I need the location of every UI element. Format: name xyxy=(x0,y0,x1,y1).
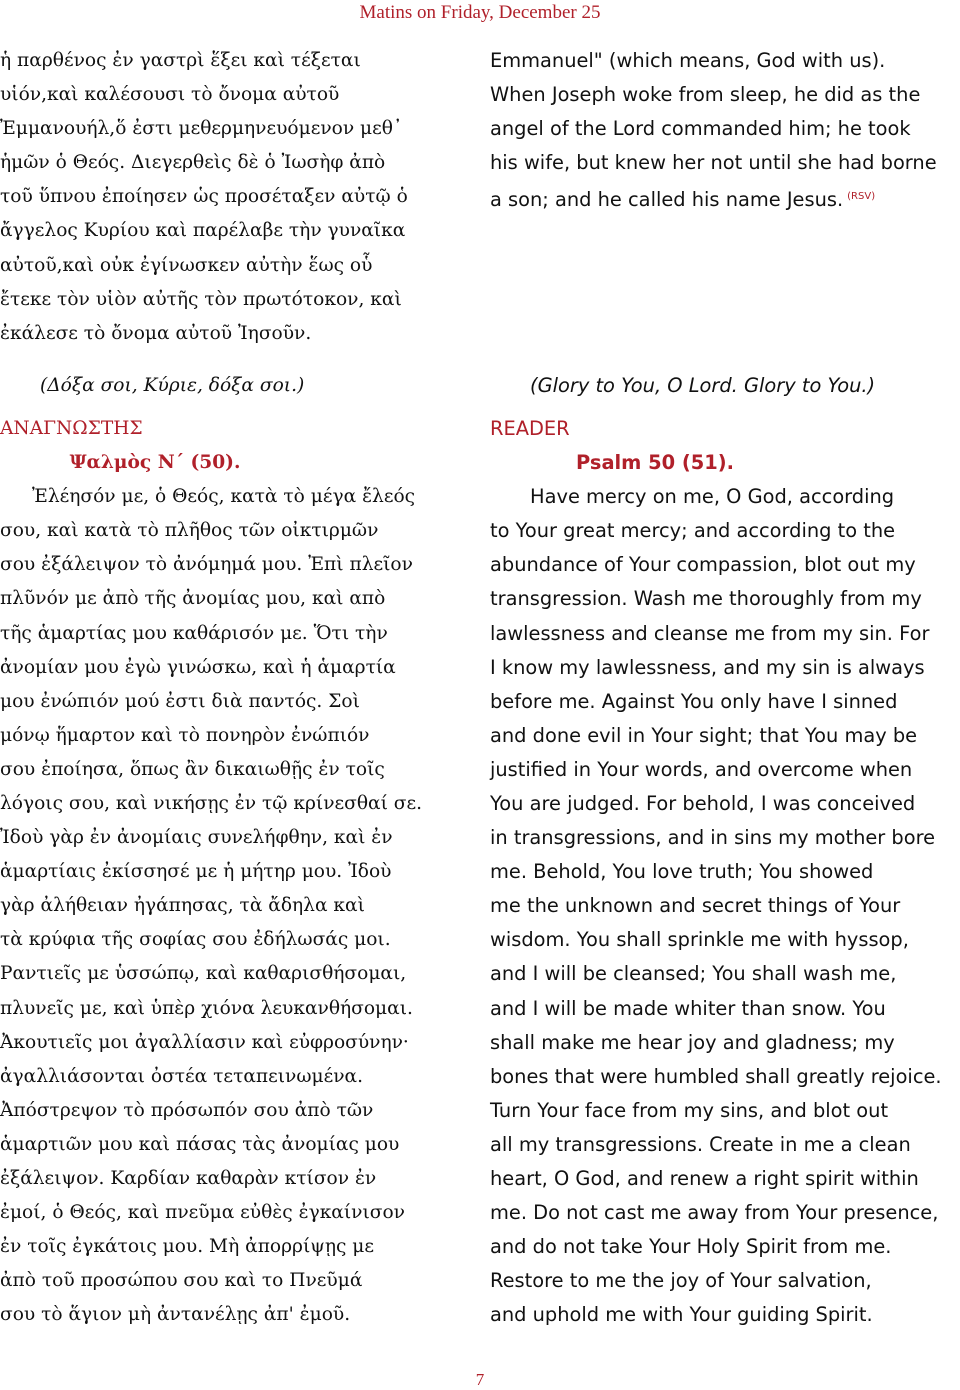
text-line: and done evil in Your sight; that You may be xyxy=(490,723,918,747)
text-line: and uphold me with Your guiding Spirit. xyxy=(490,1303,873,1327)
text-line: me. Do not cast me away from Your presence, xyxy=(490,1201,939,1225)
text-line: Ραντιεῖς με ὑσσώπῳ, καὶ καθαρισθήσομαι, xyxy=(0,963,407,985)
text-line: transgression. Wash me thoroughly from my xyxy=(490,587,922,611)
text-line-content: a son; and he called his name Jesus. xyxy=(490,188,844,212)
text-line: λόγοις σου, καὶ νικήσῃς ἐν τῷ κρίνεσθαί σε. xyxy=(0,792,423,814)
text-line: πλυνεῖς με, καὶ ὑπὲρ χιόνα λευκανθήσομαι. xyxy=(0,997,413,1019)
text-line: σου ἐποίησα, ὅπως ἂν δικαιωθῇς ἐν τοῖς xyxy=(0,758,385,780)
text-line: Ἀπόστρεψον τὸ πρόσωπόν σου ἀπὸ τῶν xyxy=(0,1099,374,1121)
text-line: ἄγγελος Κυρίου καὶ παρέλαβε τὴν γυναῖκα xyxy=(0,220,406,242)
text-line: and I will be cleansed; You shall wash me, xyxy=(490,962,897,986)
text-line: in transgressions, and in sins my mother bore xyxy=(490,826,936,850)
text-line: αὐτοῦ,καὶ οὐκ ἐγίνωσκεν αὐτὴν ἕως οὗ xyxy=(0,254,373,276)
text-line: and do not take Your Holy Spirit from me. xyxy=(490,1235,892,1259)
text-line: heart, O God, and renew a right spirit within xyxy=(490,1167,919,1190)
text-line: You are judged. For behold, I was conceived xyxy=(490,791,916,815)
spacer xyxy=(0,351,470,369)
text-line: γὰρ ἀλήθειαν ἠγάπησας, τὰ ἄδηλα καὶ xyxy=(0,895,365,917)
text-line: When Joseph woke from sleep, he did as the xyxy=(490,83,921,107)
text-line: σου, καὶ κατὰ τὸ πλῆθος τῶν οἰκτιρμῶν xyxy=(0,520,379,542)
text-line: abundance of Your compassion, blot out my xyxy=(490,553,916,577)
text-line: Ἐλέησόν με, ὁ Θεός, κατὰ τὸ μέγα ἔλεός xyxy=(32,486,416,508)
text-line: ἁμαρτίαις ἐκίσσησέ με ἡ μήτηρ μου. Ἰδοὺ xyxy=(0,861,392,883)
empty-line xyxy=(490,214,960,248)
text-line: Restore to me the joy of Your salvation, xyxy=(490,1269,872,1293)
text-line: σου τὸ ἅγιον μὴ ἀντανέλῃς ἀπ' ἐμοῦ. xyxy=(0,1304,351,1326)
text-line xyxy=(490,180,960,214)
text-line: ἡ παρθένος ἐν γαστρὶ ἕξει καὶ τέξεται xyxy=(0,50,361,71)
empty-line xyxy=(490,249,960,283)
greek-reader-heading: ΑΝΑΓΝΩΣΤΗΣ xyxy=(0,417,143,439)
text-line: me the unknown and secret things of Your xyxy=(490,894,901,918)
text-line: σου ἐξάλειψον τὸ ἀνόμημά μου. Ἐπὶ πλεῖον xyxy=(0,554,413,576)
text-line: Have mercy on me, O God, according xyxy=(530,485,895,509)
text-line: bones that were humbled shall greatly rejoice. xyxy=(490,1064,942,1088)
text-line: τῆς ἁμαρτίας μου καθάρισόν με. Ὅτι τὴν xyxy=(0,622,388,644)
english-psalm-title: Psalm 50 (51). xyxy=(576,451,734,475)
text-line: ἀγαλλιάσονται ὀστέα τεταπεινωμένα. xyxy=(0,1065,364,1087)
text-line: and I will be made whiter than snow. You xyxy=(490,996,886,1020)
text-line: μου ἐνώπιόν μού ἐστι διὰ παντός. Σοὶ xyxy=(0,690,360,712)
text-line: Emmanuel" (which means, God with us). xyxy=(490,49,886,72)
english-column xyxy=(490,44,960,1332)
text-line: all my transgressions. Create in me a clean xyxy=(490,1132,911,1156)
text-line: Ἀκουτιεῖς μοι ἀγαλλίασιν καὶ εὐφροσύνην· xyxy=(0,1031,409,1053)
text-line: ἔτεκε τὸν υἱὸν αὐτῆς τὸν πρωτότοκον, καὶ xyxy=(0,288,402,310)
text-line: ἀπὸ τοῦ προσώπου σου καὶ το Πνεῦμά xyxy=(0,1270,363,1292)
text-line: ἐμοί, ὁ Θεός, καὶ πνεῦμα εὐθὲς ἐγκαίνισον xyxy=(0,1202,405,1224)
text-line: to Your great mercy; and according to the xyxy=(490,519,896,543)
text-line: ἁμαρτιῶν μου καὶ πάσας τὰς ἀνομίας μου xyxy=(0,1133,400,1155)
text-line: I know my lawlessness, and my sin is always xyxy=(490,655,925,679)
spacer xyxy=(490,403,960,412)
greek-glory-response: (Δόξα σοι, Κύριε, δόξα σοι.) xyxy=(40,374,305,396)
text-line: his wife, but knew her not until she had borne xyxy=(490,151,937,175)
text-line: ἀνομίαν μου ἐγὼ γινώσκω, καὶ ἡ ἁμαρτία xyxy=(0,656,396,678)
text-line: Turn Your face from my sins, and blot out xyxy=(490,1098,889,1122)
page-header-title: Matins on Friday, December 25 xyxy=(359,2,601,23)
english-reader-heading: READER xyxy=(490,416,570,440)
english-glory-response: (Glory to You, O Lord. Glory to You.) xyxy=(530,373,876,397)
text-line: justified in Your words, and overcome when xyxy=(490,757,913,781)
text-line: shall make me hear joy and gladness; my xyxy=(490,1030,895,1054)
english-gospel-text xyxy=(490,44,960,351)
text-line: Ἐμμανουήλ,ὅ ἐστι μεθερμηνευόμενον μεθ᾿ xyxy=(0,118,403,140)
page-number: 7 xyxy=(475,1370,485,1389)
spacer xyxy=(490,351,960,369)
empty-line xyxy=(490,317,960,351)
text-line: before me. Against You only have I sinned xyxy=(490,689,898,713)
text-line: υἱόν,καὶ καλέσουσι τὸ ὄνομα αὐτοῦ xyxy=(0,84,340,106)
text-line: τὰ κρύφια τῆς σοφίας σου ἐδήλωσάς μοι. xyxy=(0,929,391,951)
text-line: lawlessness and cleanse me from my sin. For xyxy=(490,621,930,645)
text-line: ἡμῶν ὁ Θεός. Διεγερθεὶς δὲ ὁ Ἰωσὴφ ἀπὸ xyxy=(0,152,386,174)
text-line: Ἰδοὺ γὰρ ἐν ἀνομίαις συνελήφθην, καὶ ἐν xyxy=(0,827,393,849)
greek-gospel-text xyxy=(0,44,470,351)
text-line: ἐξάλειψον. Καρδίαν καθαρὰν κτίσον ἐν xyxy=(0,1168,377,1189)
text-line: me. Behold, You love truth; You showed xyxy=(490,860,874,884)
empty-line xyxy=(490,283,960,317)
greek-psalm-title: Ψαλμὸς Ν΄ (50). xyxy=(69,452,241,474)
text-line: angel of the Lord commanded him; he took xyxy=(490,117,911,141)
text-line: wisdom. You shall sprinkle me with hyssop, xyxy=(490,928,909,952)
greek-psalm-text xyxy=(0,480,470,1332)
rsv-citation: (RSV) xyxy=(847,191,876,203)
greek-column xyxy=(0,44,470,1332)
text-line: μόνῳ ἥμαρτον καὶ τὸ πονηρὸν ἐνώπιόν xyxy=(0,724,370,746)
spacer xyxy=(0,403,470,412)
text-line: τοῦ ὕπνου ἐποίησεν ὡς προσέταξεν αὐτῷ ὁ xyxy=(0,186,408,208)
text-line: πλῦνόν με ἀπὸ τῆς ἀνομίας μου, καὶ απὸ xyxy=(0,588,386,610)
text-line: ἐκάλεσε τὸ ὄνομα αὐτοῦ Ἰησοῦν. xyxy=(0,322,312,344)
english-psalm-text xyxy=(490,480,960,1332)
text-line: ἐν τοῖς ἐγκάτοις μου. Μὴ ἀπορρίψῃς με xyxy=(0,1236,375,1258)
